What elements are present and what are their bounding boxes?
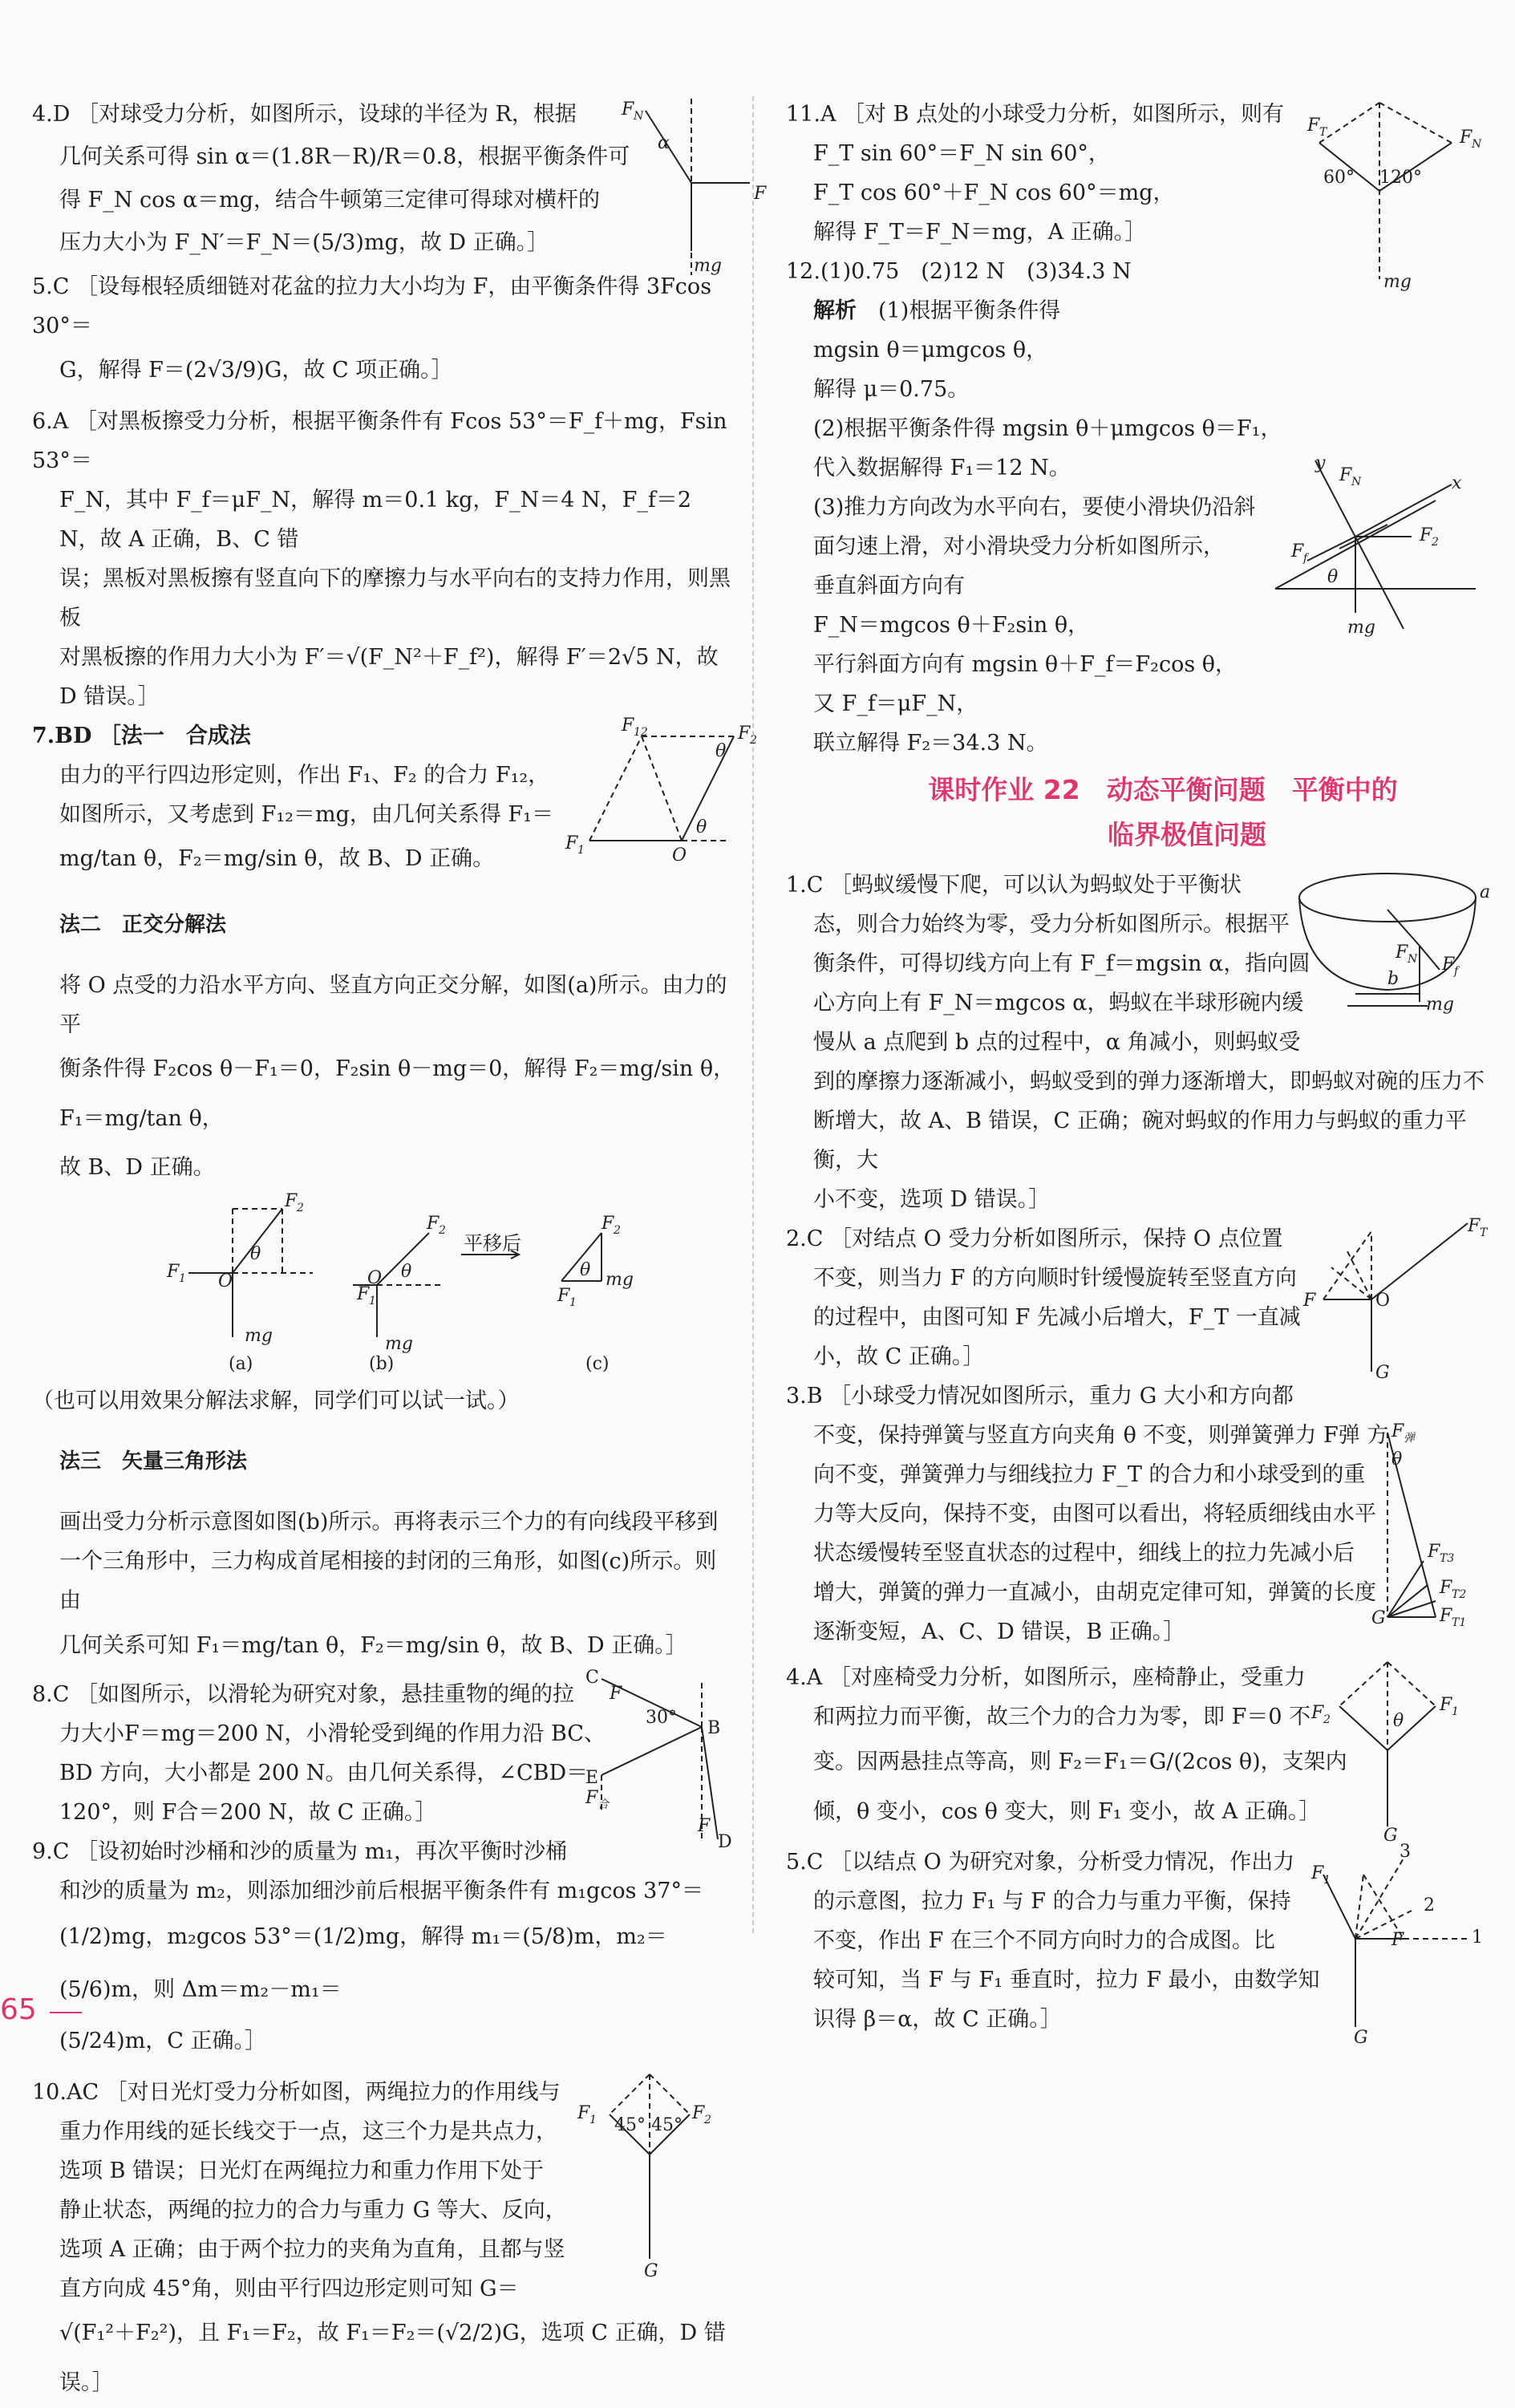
answer-line: 心方向上有 F_N＝mgcos α，蚂蚁在半球形碗内缓 (813, 991, 1304, 1015)
svg-text:F: F (1442, 955, 1455, 975)
answer-line: 态，则合力始终为零，受力分析如图所示。根据平 (813, 912, 1290, 937)
svg-text:mg: mg (1426, 995, 1454, 1015)
svg-text:θ: θ (1327, 567, 1339, 587)
svg-text:T1: T1 (1452, 1616, 1467, 1629)
answer-line: 将 O 点受的力沿水平方向、竖直方向正交分解，如图(a)所示。由力的平 (59, 973, 727, 1037)
svg-text:x: x (1452, 473, 1462, 493)
answer-line: 误；黑板对黑板擦有竖直向下的摩擦力与水平向右的支持力作用，则黑板 (59, 566, 731, 630)
svg-text:12: 12 (634, 726, 648, 739)
svg-text:θ: θ (1393, 1711, 1404, 1731)
svg-text:F: F (622, 99, 634, 120)
min-force-diagram (1307, 1842, 1500, 2048)
method-title: 法三 矢量三角形法 (59, 1449, 248, 1474)
svg-text:O: O (218, 1271, 233, 1291)
answer-line: F_T sin 60°＝F_N sin 60°， (813, 141, 1110, 166)
answer-line: 倾，θ 变小，cos θ 变大，则 F₁ 变小，故 A 正确。］ (813, 1799, 1321, 1824)
svg-text:F: F (427, 1214, 440, 1234)
svg-text:T: T (1319, 126, 1327, 139)
answer-line: 10.AC ［对日光灯受力分析如图，两绳拉力的作用线与 (32, 2080, 561, 2105)
svg-text:(b): (b) (369, 1354, 395, 1374)
answer-line: 增大，弹簧的弹力一直减小，由胡克定律可知，弹簧的长度 (813, 1580, 1376, 1605)
answer-note: （也可以用效果分解法求解，同学们可以试一试。） (32, 1388, 520, 1413)
svg-text:F: F (1307, 116, 1320, 136)
svg-text:2: 2 (297, 1202, 304, 1214)
svg-text:G: G (1383, 1826, 1398, 1846)
answer-line: 得 F_N cos α＝mg，结合牛顿第三定律可得球对横杆的 (59, 188, 600, 213)
column-divider (752, 96, 754, 1933)
svg-text:b: b (1387, 969, 1400, 989)
svg-text:弹: 弹 (1404, 1432, 1415, 1445)
svg-text:N: N (634, 110, 644, 123)
svg-text:mg: mg (1383, 272, 1412, 292)
answer-line: 直方向成 45°角，则由平行四边形定则可知 G＝ (59, 2276, 519, 2301)
rotating-force-diagram (1299, 1216, 1492, 1383)
answer-line: 解得 F_T＝F_N＝mg，A 正确。］ (813, 220, 1147, 245)
svg-text:f: f (1454, 965, 1459, 978)
answer-7 (32, 716, 757, 1672)
answer-line: 小，故 C 正确。］ (813, 1344, 985, 1369)
answer-line: 平行斜面方向有 mgsin θ＋F_f＝F₂cos θ， (813, 652, 1238, 677)
svg-text:2: 2 (1432, 536, 1439, 549)
answer-line: 衡条件得 F₂cos θ－F₁＝0，F₂sin θ－mg＝0，解得 F₂＝mg/sin θ，F₁＝mg/tan θ， (59, 1056, 735, 1131)
answer-line (786, 291, 1492, 330)
svg-text:F: F (1396, 943, 1408, 963)
svg-text:mg: mg (694, 256, 722, 276)
svg-text:30°: 30° (646, 1708, 677, 1728)
answer-line: 6.A ［对黑板擦受力分析，根据平衡条件有 Fcos 53°＝F_f＋mg，Fsin 53°＝ (32, 409, 727, 473)
svg-text:θ: θ (715, 741, 727, 761)
svg-text:3: 3 (1400, 1842, 1411, 1862)
shift-label: 平移后 (464, 1232, 521, 1255)
svg-text:mg: mg (606, 1270, 634, 1290)
spring-triangle-diagram (1363, 1417, 1492, 1629)
answer-line: 小不变，选项 D 错误。］ (813, 1187, 1051, 1212)
svg-text:T3: T3 (1440, 1552, 1455, 1565)
answer-line: (1)根据平衡条件得 (878, 298, 1061, 323)
answer-line: BD 方向，大小都是 200 N。由几何关系得，∠CBD＝ (59, 1761, 589, 1786)
svg-text:N: N (1472, 138, 1482, 151)
svg-text:2: 2 (614, 1224, 621, 1237)
svg-text:θ: θ (1391, 1449, 1403, 1470)
answer-9 (32, 1832, 738, 2066)
svg-text:F: F (1440, 1606, 1452, 1626)
answer-line: 120°，则 F合＝200 N，故 C 正确。］ (59, 1800, 437, 1825)
svg-text:mg: mg (385, 1334, 413, 1354)
answer-line: 如图所示，又考虑到 F₁₂＝mg，由几何关系得 F₁＝ (59, 802, 553, 827)
answer-s4 (786, 1658, 1492, 1846)
ball-force-diagram (593, 91, 770, 275)
answer-line: 3.B ［小球受力情况如图所示，重力 G 大小和方向都 (786, 1384, 1294, 1409)
svg-text:45°: 45° (651, 2115, 683, 2135)
answer-line: 11.A ［对 B 点处的小球受力分析，如图所示，则有 (786, 102, 1285, 127)
answer-line: 又 F_f＝μF_N， (813, 691, 978, 716)
answer-line: 向不变，弹簧弹力与细线拉力 F_T 的合力和小球受到的重 (813, 1462, 1366, 1487)
answer-s2 (786, 1216, 1492, 1383)
svg-text:f: f (1303, 552, 1308, 565)
svg-text:1: 1 (577, 844, 585, 857)
answer-line: F_N，其中 F_f＝μF_N，解得 m＝0.1 kg，F_N＝4 N，F_f＝2 N，故 A 正确，B、C 错 (59, 488, 692, 552)
svg-text:a: a (1480, 882, 1491, 902)
lamp-force-diagram (561, 2066, 738, 2283)
svg-text:T: T (1480, 1226, 1488, 1239)
svg-text:C: C (585, 1668, 599, 1688)
answer-line: 和两拉力而平衡，故三个力的合力为零，即 F＝0 不 (813, 1705, 1311, 1729)
answer-line: 联立解得 F₂＝34.3 N。 (813, 731, 1048, 756)
answer-line: 识得 β＝α，故 C 正确。］ (813, 2007, 1062, 2032)
section-title-line-2: 临界极值问题 (1108, 819, 1266, 850)
svg-text:O: O (672, 845, 687, 866)
svg-text:F: F (692, 2103, 705, 2123)
right-column (786, 95, 1492, 2048)
answer-line: 7.BD ［法一 合成法 (32, 724, 251, 748)
left-column (32, 95, 767, 2408)
svg-text:F: F (622, 716, 634, 736)
svg-text:2: 2 (1424, 1895, 1435, 1915)
answer-line: 衡条件，可得切线方向上有 F_f＝mgsin α，指向圆 (813, 951, 1310, 976)
analysis-label: 解析 (813, 298, 857, 323)
answer-line: √(F₁²＋F₂²)，且 F₁＝F₂，故 F₁＝F₂＝(√2/2)G，选项 C 正确，D 错误。］ (59, 2321, 726, 2395)
svg-text:θ: θ (250, 1244, 261, 1264)
svg-text:F: F (565, 833, 578, 853)
answer-line: 故 B、D 正确。 (59, 1155, 215, 1180)
svg-text:2: 2 (439, 1224, 446, 1237)
answer-line: 选项 B 错误；日光灯在两绳拉力和重力作用下处于 (59, 2159, 545, 2183)
svg-text:F: F (167, 1262, 180, 1282)
svg-text:45°: 45° (614, 2115, 646, 2135)
svg-text:θ: θ (580, 1260, 591, 1280)
svg-text:O: O (1375, 1291, 1391, 1311)
answer-line: 到的摩擦力逐渐减小，蚂蚁受到的弹力逐渐增大，即蚂蚁对碗的压力不 (813, 1069, 1485, 1094)
answer-line: (3)推力方向改为水平向右，要使小滑块仍沿斜 (813, 495, 1256, 520)
answer-line: F_T cos 60°＋F_N cos 60°＝mg， (813, 180, 1175, 205)
svg-text:1: 1 (589, 2114, 597, 2126)
svg-text:G: G (644, 2261, 658, 2281)
svg-text:y: y (1315, 453, 1326, 473)
svg-text:F: F (738, 724, 751, 744)
answer-line: 的示意图，拉力 F₁ 与 F 的合力与重力平衡，保持 (813, 1889, 1291, 1914)
svg-text:1: 1 (369, 1295, 376, 1307)
svg-text:F: F (1339, 465, 1352, 485)
svg-text:F: F (1303, 1291, 1316, 1311)
svg-text:2: 2 (750, 734, 757, 747)
answer-line: 垂直斜面方向有 (813, 574, 965, 598)
answer-line: 力大小F＝mg＝200 N，小滑轮受到绳的作用力沿 BC、 (59, 1721, 606, 1746)
svg-text:F: F (602, 1214, 614, 1234)
section-title-line-1: 课时作业 22 动态平衡问题 平衡中的 (928, 774, 1398, 805)
parallelogram-diagram (545, 716, 757, 866)
figure-abc (32, 1191, 738, 1381)
svg-text:G: G (1371, 1608, 1386, 1628)
svg-text:F: F (285, 1191, 298, 1211)
answer-line: 画出受力分析示意图如图(b)所示。再将表示三个力的有向线段平移到 (59, 1510, 719, 1534)
svg-text:F: F (1468, 1216, 1481, 1236)
bowl-ant-diagram (1299, 866, 1492, 1026)
svg-text:1: 1 (1323, 1874, 1331, 1887)
svg-text:mg: mg (1347, 618, 1375, 638)
svg-text:F: F (1460, 128, 1472, 148)
svg-text:(a): (a) (229, 1354, 253, 1374)
svg-text:B: B (707, 1718, 721, 1738)
svg-text:F: F (1440, 1578, 1452, 1598)
answer-line: 压力大小为 F_N′＝F_N＝(5/3)mg，故 D 正确。］ (59, 230, 549, 255)
answer-line: 8.C ［如图所示，以滑轮为研究对象，悬挂重物的绳的拉 (32, 1682, 575, 1707)
answer-6 (32, 402, 738, 716)
svg-text:60°: 60° (1323, 168, 1355, 188)
svg-text:N: N (1408, 953, 1418, 966)
answer-line: mg/tan θ，F₂＝mg/sin θ，故 B、D 正确。 (59, 846, 495, 871)
svg-text:F: F (1391, 1421, 1404, 1441)
answer-line: 由力的平行四边形定则，作出 F₁、F₂ 的合力 F₁₂， (59, 763, 550, 788)
svg-text:1: 1 (1452, 1705, 1459, 1718)
answer-line: (5/24)m，C 正确。］ (59, 2029, 267, 2053)
answer-line: 和沙的质量为 m₂，则添加细沙前后根据平衡条件有 m₁gcos 37°＝ (59, 1879, 703, 1903)
answer-line: 面匀速上滑，对小滑块受力分析如图所示， (813, 534, 1225, 559)
answer-line: 4.A ［对座椅受力分析，如图所示，座椅静止，受重力 (786, 1665, 1306, 1690)
answer-line: 慢从 a 点爬到 b 点的过程中，α 角减小，则蚂蚁受 (813, 1030, 1301, 1055)
answer-line: 静止状态，两绳的拉力的合力与重力 G 等大、反向， (59, 2198, 567, 2223)
answer-line: 断增大，故 A、B 错误，C 正确；碗对蚂蚁的作用力与蚂蚁的重力平衡，大 (813, 1109, 1467, 1173)
svg-text:1: 1 (569, 1296, 577, 1309)
answer-line: (1/2)mg，m₂gcos 53°＝(1/2)mg，解得 m₁＝(5/8)m，m₂＝(5/6)m，则 Δm＝m₂－m₁＝ (59, 1924, 667, 2002)
answer-line: 的过程中，由图可知 F 先减小后增大，F_T 一直减 (813, 1305, 1301, 1330)
answer-line: (2)根据平衡条件得 mgsin θ＋μmgcos θ＝F₁， (813, 416, 1282, 441)
answer-line: F_N＝mgcos θ＋F₂sin θ， (813, 613, 1090, 638)
svg-text:2: 2 (704, 2114, 711, 2126)
answer-line: 不变，保持弹簧与竖直方向夹角 θ 不变，则弹簧弹力 F弹 方 (813, 1423, 1389, 1448)
svg-text:120°: 120° (1379, 168, 1422, 188)
svg-text:G: G (1375, 1363, 1390, 1383)
svg-text:mg: mg (245, 1326, 273, 1346)
answer-4 (32, 95, 767, 276)
answer-line: 几何关系可知 F₁＝mg/tan θ，F₂＝mg/sin θ，故 B、D 正确。］ (59, 1633, 687, 1658)
svg-text:F: F (1391, 1930, 1404, 1950)
answer-s5 (786, 1842, 1492, 2048)
svg-text:(c): (c) (585, 1354, 610, 1374)
method-title: 法二 正交分解法 (59, 913, 227, 937)
answer-line: 状态缓慢转至竖直状态的过程中，细线上的拉力先减小后 (813, 1541, 1355, 1566)
svg-text:α: α (658, 133, 670, 153)
svg-text:F: F (754, 184, 767, 204)
svg-text:D: D (718, 1832, 732, 1852)
answer-line: G，解得 F＝(2√3/9)G，故 C 项正确。］ (59, 358, 453, 383)
answer-s3 (786, 1376, 1492, 1652)
answer-5 (32, 267, 738, 395)
svg-text:E: E (585, 1768, 599, 1788)
page-number: 65 (0, 1993, 37, 2026)
answer-line: mgsin θ＝μmgcos θ， (813, 338, 1048, 363)
answer-line: 4.D ［对球受力分析，如图所示，设球的半径为 R，根据 (32, 102, 577, 127)
svg-text:F: F (585, 1788, 598, 1808)
answer-line: 不变，则当力 F 的方向顺时针缓慢旋转至竖直方向 (813, 1266, 1297, 1291)
section-title (786, 768, 1492, 857)
svg-text:F: F (610, 1684, 622, 1704)
incline-block-diagram (1267, 452, 1492, 645)
svg-text:F: F (1311, 1863, 1324, 1883)
svg-text:F: F (1420, 525, 1432, 545)
seat-force-diagram (1307, 1658, 1484, 1846)
answer-line: 2.C ［对结点 O 受力分析如图所示，保持 O 点位置 (786, 1226, 1283, 1251)
svg-text:1: 1 (1472, 1928, 1483, 1948)
svg-text:F: F (1440, 1695, 1452, 1715)
answer-line: 重力作用线的延长线交于一点，这三个力是共点力， (59, 2119, 557, 2144)
answer-line: 1.C ［蚂蚁缓慢下爬，可以认为蚂蚁处于平衡状 (786, 873, 1242, 898)
answer-line: 解得 μ＝0.75。 (813, 377, 970, 402)
page-number-rule (50, 2012, 82, 2013)
svg-text:θ: θ (696, 817, 707, 837)
answer-line: 对黑板擦的作用力大小为 F′＝√(F_N²＋F_f²)，解得 F′＝2√5 N，故 D 错误。］ (59, 645, 719, 709)
answer-line: 5.C ［以结点 O 为研究对象，分析受力情况，作出力 (786, 1850, 1295, 1875)
answer-line: 几何关系可得 sin α＝(1.8R－R)/R＝0.8，根据平衡条件可 (59, 144, 630, 169)
answer-line: 代入数据解得 F₁＝12 N。 (813, 456, 1071, 480)
answer-line: 不变，作出 F 在三个不同方向时力的合成图。比 (813, 1928, 1275, 1953)
svg-text:F: F (557, 1286, 570, 1306)
answer-line: 变。因两悬挂点等高，则 F₂＝F₁＝G/(2cos θ)，支架内 (813, 1749, 1347, 1774)
svg-text:F: F (1428, 1542, 1440, 1562)
svg-text:G: G (1354, 2028, 1368, 2048)
answer-line: 12.(1)0.75 (2)12 N (3)34.3 N (786, 259, 1132, 284)
answer-line: 9.C ［设初始时沙桶和沙的质量为 m₁，再次平衡时沙桶 (32, 1839, 568, 1864)
answer-line: 选项 A 正确；由于两个拉力的夹角为直角，且都与竖 (59, 2237, 565, 2262)
svg-text:N: N (1351, 476, 1362, 488)
pulley-diagram (585, 1668, 746, 1852)
svg-text:F: F (357, 1284, 370, 1304)
answer-line: 较可知，当 F 与 F₁ 垂直时，拉力 F 最小，由数学知 (813, 1968, 1320, 1992)
answer-10 (32, 2073, 738, 2408)
svg-text:O: O (367, 1268, 383, 1288)
answer-line: 逐渐变短，A、C、D 错误，B 正确。］ (813, 1620, 1185, 1644)
svg-text:F: F (1311, 1703, 1324, 1723)
svg-text:1: 1 (179, 1272, 186, 1285)
answer-12 (786, 252, 1492, 763)
answer-line: 5.C ［设每根轻质细链对花盆的拉力大小均为 F，由平衡条件得 3Fcos 30°＝ (32, 274, 712, 338)
svg-text:F: F (577, 2103, 590, 2123)
answer-s1 (786, 866, 1492, 1219)
svg-text:θ: θ (401, 1262, 412, 1282)
answer-line: 力等大反向，保持不变，由图可以看出，将轻质细线由水平 (813, 1502, 1376, 1526)
svg-text:合: 合 (597, 1798, 609, 1811)
svg-text:F: F (1291, 541, 1304, 561)
answer-line: 一个三角形中，三力构成首尾相接的封闭的三角形，如图(c)所示。则由 (59, 1549, 717, 1613)
svg-text:T2: T2 (1452, 1588, 1467, 1601)
svg-text:F: F (698, 1816, 711, 1836)
svg-text:2: 2 (1323, 1713, 1331, 1726)
